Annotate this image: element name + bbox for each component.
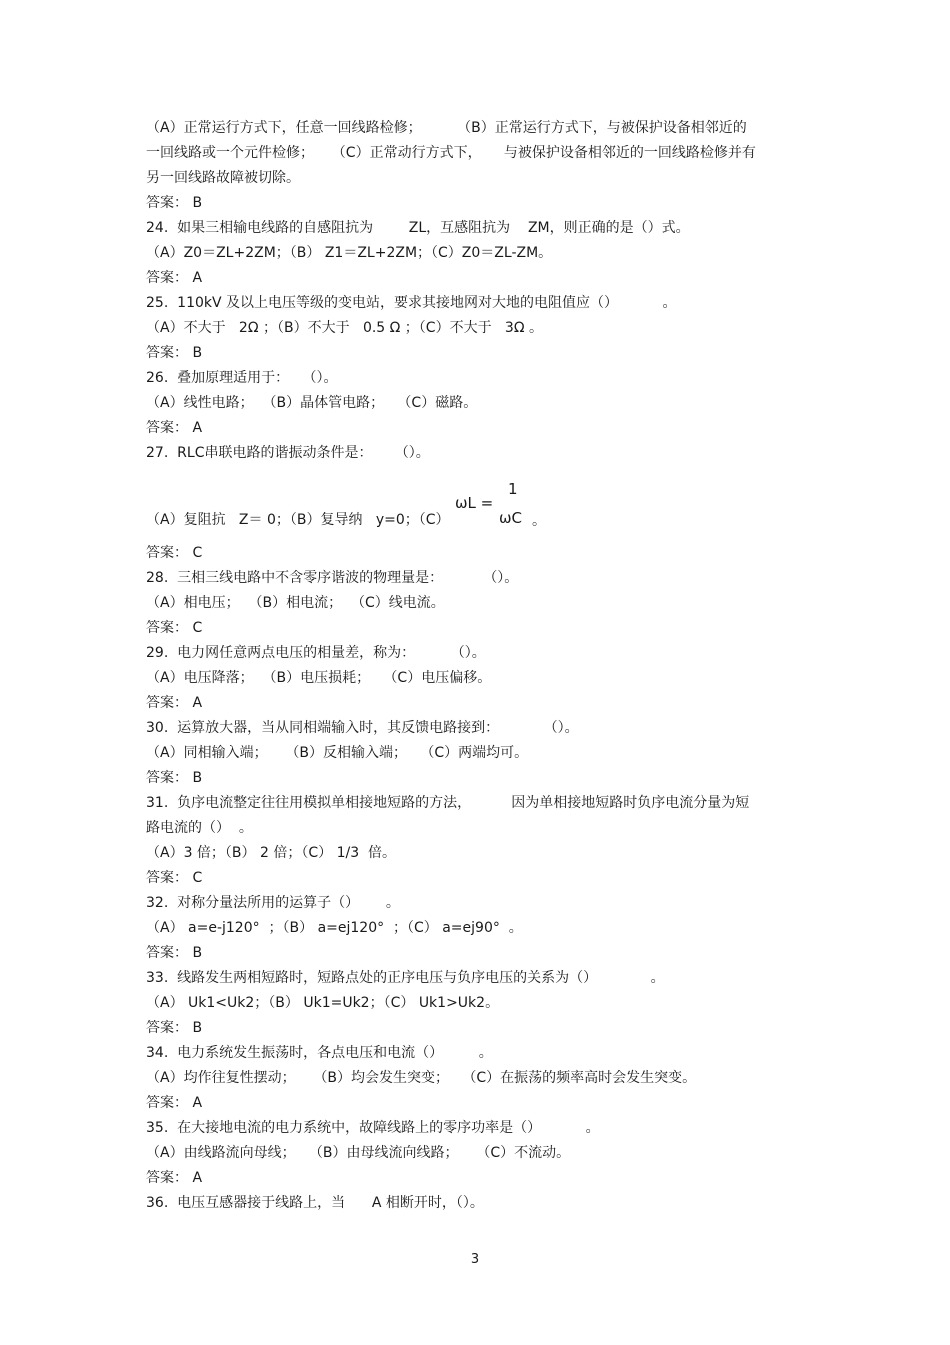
answer-line: 答案： B [146,770,203,786]
answer-line: 答案： A [146,1095,203,1111]
options-line: （A）Z0＝ZL+2ZM；（B） Z1＝ZL+2ZM；（C）Z0＝ZL-ZM。 [146,245,553,261]
answer-line: 答案： A [146,695,203,711]
options-line: （A）不大于 2Ω ；（B）不大于 0.5 Ω ；（C）不大于 3Ω 。 [146,320,543,336]
question-line: 29. 电力网任意两点电压的相量差，称为： （）。 [146,645,486,661]
answer-line: 答案： A [146,1170,203,1186]
question-line: 34. 电力系统发生振荡时，各点电压和电流（） 。 [146,1045,493,1061]
formula-numerator: 1 [508,480,518,498]
question-line: 30. 运算放大器，当从同相端输入时，其反馈电路接到： （）。 [146,720,579,736]
options-line: （A）3 倍；（B） 2 倍；（C） 1/3 倍。 [146,845,397,861]
options-line: （A）线性电路； （B）晶体管电路； （C）磁路。 [146,395,478,411]
text-line: 路电流的（） 。 [146,820,253,836]
question-line: 31. 负序电流整定往往用模拟单相接地短路的方法， 因为单相接地短路时负序电流分量为短 [146,795,750,811]
question-line: 33. 线路发生两相短路时，短路点处的正序电压与负序电压的关系为（） 。 [146,970,665,986]
answer-line: 答案： B [146,1020,203,1036]
options-line: （A）相电压； （B）相电流； （C）线电流。 [146,595,445,611]
answer-line: 答案： A [146,270,203,286]
question-line: 27. RLC串联电路的谐振动条件是： （）。 [146,445,430,461]
options-line: （A） a=e-j120° ；（B） a=ej120° ；（C） a=ej90° 。 [146,920,523,936]
options-line: （A） Uk1<Uk2；（B） Uk1=Uk2；（C） Uk1>Uk2。 [146,995,500,1011]
question-line: 26. 叠加原理适用于： （）。 [146,370,338,386]
formula-denominator: ωC [499,509,523,527]
answer-line: 答案： B [146,345,203,361]
question-line: 24. 如果三相输电线路的自感阻抗为 ZL，互感阻抗为 ZM，则正确的是（）式。 [146,220,690,236]
answer-line: 答案： C [146,870,203,886]
answer-line: 答案： C [146,545,203,561]
question-line: 32. 对称分量法所用的运算子（） 。 [146,895,400,911]
page-number: 3 [470,1252,480,1267]
text-line: 一回线路或一个元件检修； （C）正常动行方式下， 与被保护设备相邻近的一回线路检修并有 [146,145,756,161]
answer-line: 答案： B [146,945,203,961]
formula-left: ωL = [455,494,494,512]
question-line: 28. 三相三线电路中不含零序谐波的物理量是： （）。 [146,570,519,586]
answer-line: 答案： C [146,620,203,636]
answer-line: 答案： A [146,420,203,436]
options-line: （A）由线路流向母线； （B）由母线流向线路； （C）不流动。 [146,1145,571,1161]
formula-tail: 。 [532,513,546,529]
options-line: （A）电压降落； （B）电压损耗； （C）电压偏移。 [146,670,492,686]
question-line: 35. 在大接地电流的电力系统中，故障线路上的零序功率是（） 。 [146,1120,600,1136]
options-line: （A）复阻抗 Z＝ 0；（B）复导纳 y=0；（C） [146,512,450,528]
question-line: 36. 电压互感器接于线路上，当 A 相断开时，（）。 [146,1195,484,1211]
answer-line: 答案： B [146,195,203,211]
question-line: 25. 110kV 及以上电压等级的变电站，要求其接地网对大地的电阻值应（） 。 [146,295,677,311]
text-line: 另一回线路故障被切除。 [146,170,300,186]
options-line: （A）同相输入端； （B）反相输入端； （C）两端均可。 [146,745,529,761]
options-line: （A）均作往复性摆动； （B）均会发生突变； （C）在振荡的频率高时会发生突变。 [146,1070,697,1086]
text-line: （A）正常运行方式下，任意一回线路检修； （B）正常运行方式下，与被保护设备相邻近的 [146,120,747,136]
